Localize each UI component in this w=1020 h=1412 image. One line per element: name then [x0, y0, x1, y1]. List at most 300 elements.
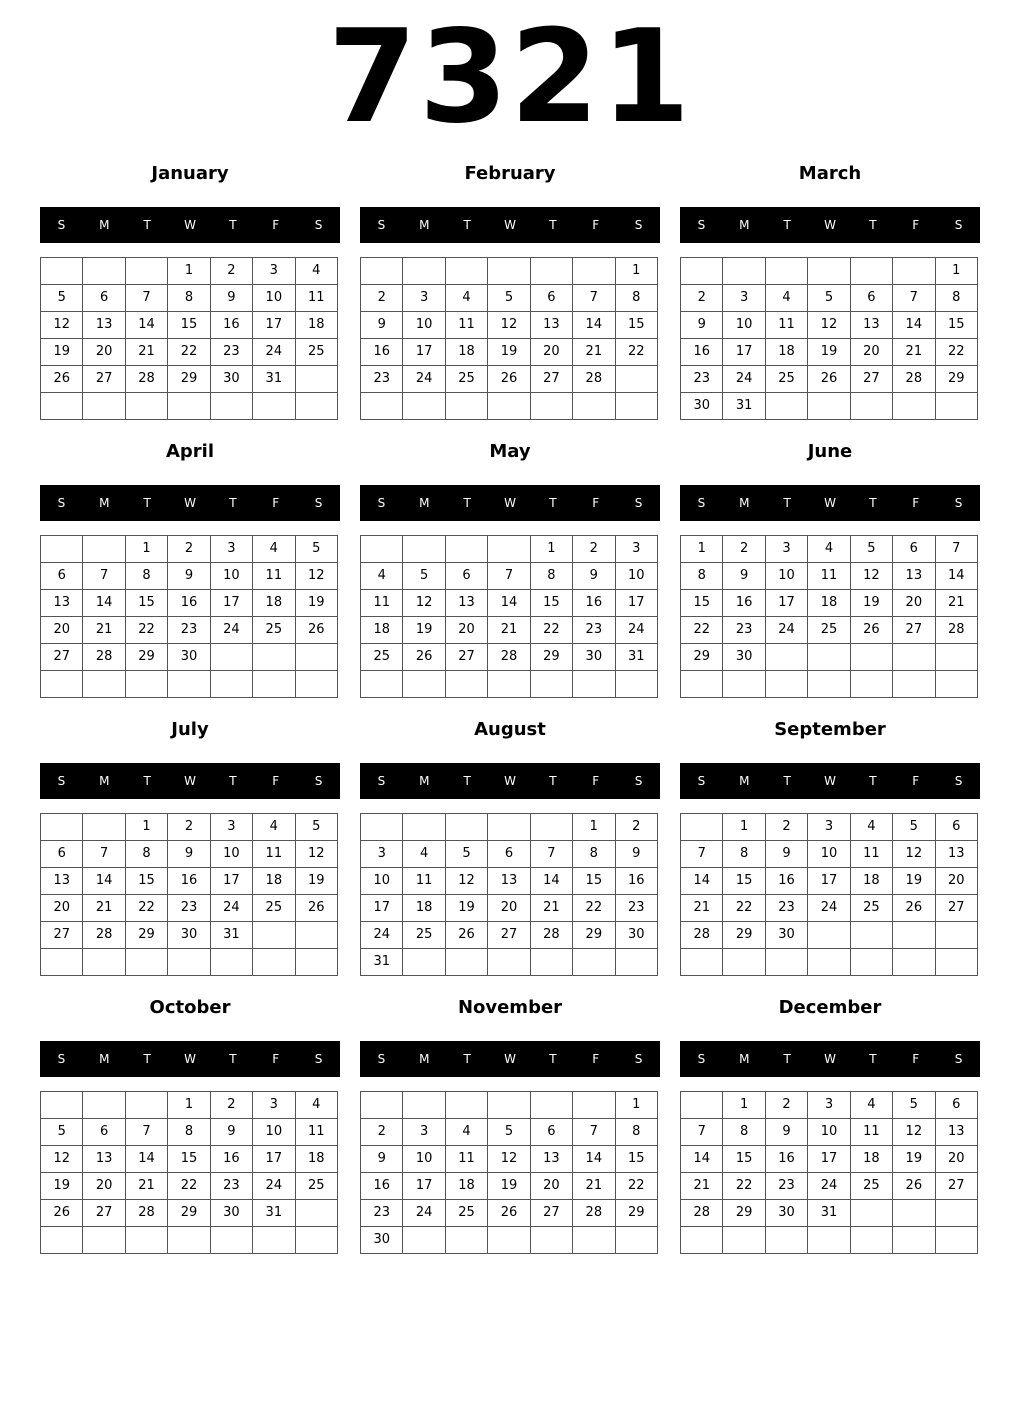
day-cell: 11	[295, 1119, 337, 1146]
week-row	[681, 949, 978, 976]
week-row	[681, 366, 978, 393]
weekday-label: S	[954, 1052, 963, 1066]
day-cell: 18	[850, 868, 892, 895]
day-cell: 14	[125, 1146, 167, 1173]
day-cell: 6	[893, 536, 935, 563]
day-cell	[210, 949, 252, 976]
day-cell: 14	[893, 312, 935, 339]
day-cell	[403, 949, 445, 976]
day-cell: 19	[445, 895, 487, 922]
day-cell	[850, 949, 892, 976]
day-cell: 15	[530, 590, 572, 617]
day-cell	[361, 671, 403, 698]
day-cell: 22	[723, 895, 765, 922]
weekday-label: T	[143, 218, 151, 232]
day-cell: 5	[488, 285, 530, 312]
day-cell: 1	[935, 258, 977, 285]
day-cell	[83, 949, 125, 976]
day-cell: 5	[403, 563, 445, 590]
day-cell: 30	[723, 644, 765, 671]
day-grid	[680, 1091, 978, 1254]
day-cell	[573, 393, 615, 420]
day-cell: 19	[488, 339, 530, 366]
day-cell	[765, 258, 807, 285]
week-row	[361, 258, 658, 285]
day-cell: 3	[361, 841, 403, 868]
day-cell: 8	[615, 1119, 657, 1146]
day-cell: 27	[530, 366, 572, 393]
week-row	[681, 868, 978, 895]
day-cell	[681, 1092, 723, 1119]
day-cell: 1	[723, 1092, 765, 1119]
day-cell: 24	[403, 1200, 445, 1227]
day-cell: 20	[41, 617, 83, 644]
week-row	[681, 536, 978, 563]
week-row	[361, 1092, 658, 1119]
day-cell: 29	[681, 644, 723, 671]
day-grid	[680, 535, 978, 698]
weekday-header	[680, 207, 980, 243]
day-cell: 4	[361, 563, 403, 590]
day-cell: 8	[168, 285, 210, 312]
day-cell: 24	[808, 1173, 850, 1200]
week-row	[361, 671, 658, 698]
day-cell: 3	[765, 536, 807, 563]
week-row	[681, 1146, 978, 1173]
day-cell: 20	[935, 868, 977, 895]
weekday-header	[360, 485, 660, 521]
day-cell	[445, 1092, 487, 1119]
day-cell: 10	[403, 1146, 445, 1173]
weekday-label: S	[954, 496, 963, 510]
day-cell	[361, 1092, 403, 1119]
weekday-label: T	[783, 496, 791, 510]
day-cell: 23	[168, 617, 210, 644]
week-row	[361, 868, 658, 895]
day-cell: 24	[253, 339, 295, 366]
day-cell	[83, 536, 125, 563]
day-cell: 27	[83, 1200, 125, 1227]
day-cell: 28	[488, 644, 530, 671]
week-row	[41, 1227, 338, 1254]
day-cell	[83, 258, 125, 285]
day-cell: 31	[361, 949, 403, 976]
day-cell: 3	[808, 1092, 850, 1119]
day-cell	[253, 393, 295, 420]
day-cell: 12	[41, 1146, 83, 1173]
day-cell: 1	[615, 258, 657, 285]
day-cell: 4	[403, 841, 445, 868]
week-row	[41, 814, 338, 841]
day-cell: 11	[445, 1146, 487, 1173]
weekday-label: T	[869, 774, 877, 788]
day-grid	[360, 257, 658, 420]
day-cell: 28	[83, 922, 125, 949]
day-cell	[83, 1227, 125, 1254]
day-cell: 28	[83, 644, 125, 671]
day-cell	[445, 671, 487, 698]
day-cell: 27	[445, 644, 487, 671]
day-cell: 18	[445, 1173, 487, 1200]
day-cell: 4	[765, 285, 807, 312]
day-cell	[445, 258, 487, 285]
day-cell	[83, 814, 125, 841]
day-cell: 1	[573, 814, 615, 841]
day-cell: 24	[403, 366, 445, 393]
day-cell	[530, 814, 572, 841]
day-cell: 14	[125, 312, 167, 339]
week-row	[361, 841, 658, 868]
day-cell: 25	[765, 366, 807, 393]
day-grid	[360, 1091, 658, 1254]
weekday-label: M	[739, 496, 750, 510]
weekday-header	[360, 763, 660, 799]
day-cell	[253, 671, 295, 698]
weekday-label: T	[463, 774, 471, 788]
day-cell	[850, 1227, 892, 1254]
day-cell: 28	[935, 617, 977, 644]
week-row	[361, 922, 658, 949]
day-cell: 5	[850, 536, 892, 563]
day-cell: 13	[445, 590, 487, 617]
day-cell: 23	[168, 895, 210, 922]
day-cell	[850, 258, 892, 285]
day-cell: 18	[295, 312, 337, 339]
weekday-label: S	[377, 496, 386, 510]
weekday-label: M	[739, 1052, 750, 1066]
day-cell: 9	[361, 1146, 403, 1173]
day-cell: 6	[530, 1119, 572, 1146]
day-cell: 17	[210, 590, 252, 617]
day-cell: 19	[893, 1146, 935, 1173]
day-cell: 3	[210, 814, 252, 841]
weekday-label: S	[954, 774, 963, 788]
day-cell	[83, 671, 125, 698]
weekday-label: W	[504, 774, 516, 788]
day-grid	[40, 1091, 338, 1254]
week-row	[681, 563, 978, 590]
weekday-label: S	[314, 496, 323, 510]
day-cell: 29	[615, 1200, 657, 1227]
day-cell: 17	[808, 1146, 850, 1173]
day-cell	[295, 1200, 337, 1227]
day-cell: 16	[361, 339, 403, 366]
day-cell: 16	[765, 1146, 807, 1173]
day-cell: 5	[893, 1092, 935, 1119]
day-cell: 13	[935, 841, 977, 868]
day-cell: 2	[210, 258, 252, 285]
weekday-label: M	[419, 496, 430, 510]
weekday-label: M	[419, 774, 430, 788]
weekday-header	[40, 485, 340, 521]
week-row	[681, 339, 978, 366]
day-cell: 5	[893, 814, 935, 841]
year-title: 7321	[327, 3, 693, 152]
weekday-label: S	[634, 774, 643, 788]
day-cell: 16	[210, 1146, 252, 1173]
day-cell: 24	[765, 617, 807, 644]
weekday-label: W	[504, 218, 516, 232]
day-cell: 10	[253, 285, 295, 312]
day-grid	[40, 257, 338, 420]
day-grid	[680, 813, 978, 976]
week-row	[41, 1200, 338, 1227]
day-cell: 26	[808, 366, 850, 393]
day-cell: 5	[445, 841, 487, 868]
day-cell: 22	[530, 617, 572, 644]
week-row	[361, 814, 658, 841]
day-cell	[935, 1227, 977, 1254]
day-cell: 19	[893, 868, 935, 895]
day-cell: 7	[125, 1119, 167, 1146]
day-cell: 5	[808, 285, 850, 312]
day-cell: 18	[361, 617, 403, 644]
day-cell	[210, 671, 252, 698]
weekday-label: T	[549, 1052, 557, 1066]
day-cell	[723, 1227, 765, 1254]
day-cell	[681, 671, 723, 698]
week-row	[361, 895, 658, 922]
day-cell: 22	[723, 1173, 765, 1200]
day-cell: 7	[681, 841, 723, 868]
day-cell: 25	[253, 895, 295, 922]
day-cell: 5	[41, 1119, 83, 1146]
week-row	[41, 563, 338, 590]
day-cell: 13	[893, 563, 935, 590]
week-row	[361, 617, 658, 644]
day-cell: 24	[210, 617, 252, 644]
weekday-label: S	[697, 774, 706, 788]
weekday-label: M	[739, 218, 750, 232]
weekday-label: T	[229, 774, 237, 788]
day-cell: 20	[530, 1173, 572, 1200]
day-cell: 19	[403, 617, 445, 644]
day-cell	[41, 258, 83, 285]
day-cell: 31	[723, 393, 765, 420]
day-cell: 16	[168, 590, 210, 617]
month-title: February	[464, 163, 556, 184]
day-cell: 28	[681, 922, 723, 949]
weekday-label: M	[419, 218, 430, 232]
day-cell: 5	[41, 285, 83, 312]
weekday-label: S	[634, 218, 643, 232]
day-cell: 17	[765, 590, 807, 617]
weekday-label: S	[697, 218, 706, 232]
weekday-header	[40, 763, 340, 799]
week-row	[41, 841, 338, 868]
weekday-label: W	[184, 1052, 196, 1066]
day-cell: 25	[850, 895, 892, 922]
day-cell: 22	[168, 1173, 210, 1200]
day-cell: 23	[723, 617, 765, 644]
weekday-label: T	[783, 774, 791, 788]
day-cell: 25	[295, 339, 337, 366]
day-cell: 25	[361, 644, 403, 671]
day-cell: 20	[935, 1146, 977, 1173]
day-cell: 9	[681, 312, 723, 339]
day-cell	[295, 671, 337, 698]
day-cell: 30	[765, 1200, 807, 1227]
day-cell	[41, 1092, 83, 1119]
day-cell	[615, 949, 657, 976]
week-row	[681, 644, 978, 671]
weekday-label: S	[377, 774, 386, 788]
weekday-label: F	[592, 218, 600, 232]
day-cell	[403, 671, 445, 698]
week-row	[361, 536, 658, 563]
day-cell: 25	[295, 1173, 337, 1200]
day-cell: 16	[765, 868, 807, 895]
day-cell: 5	[295, 814, 337, 841]
day-cell	[893, 1200, 935, 1227]
day-cell: 22	[615, 339, 657, 366]
weekday-label: S	[314, 218, 323, 232]
week-row	[361, 563, 658, 590]
week-row	[681, 1227, 978, 1254]
day-cell: 25	[808, 617, 850, 644]
weekday-label: T	[549, 774, 557, 788]
week-row	[41, 366, 338, 393]
day-cell: 5	[488, 1119, 530, 1146]
day-cell: 12	[893, 841, 935, 868]
day-cell: 13	[530, 312, 572, 339]
day-cell: 10	[210, 841, 252, 868]
day-cell	[41, 536, 83, 563]
day-cell: 15	[615, 312, 657, 339]
day-cell	[893, 1227, 935, 1254]
day-cell	[445, 814, 487, 841]
day-cell: 6	[935, 814, 977, 841]
day-cell	[850, 644, 892, 671]
day-cell: 22	[573, 895, 615, 922]
day-cell: 9	[210, 1119, 252, 1146]
day-cell	[403, 1227, 445, 1254]
day-cell	[935, 949, 977, 976]
week-row	[681, 841, 978, 868]
day-cell: 27	[488, 922, 530, 949]
week-row	[41, 1146, 338, 1173]
day-cell: 12	[295, 841, 337, 868]
day-cell: 2	[573, 536, 615, 563]
day-cell: 21	[935, 590, 977, 617]
day-cell: 26	[403, 644, 445, 671]
day-cell: 25	[253, 617, 295, 644]
day-cell: 16	[681, 339, 723, 366]
day-cell: 15	[681, 590, 723, 617]
month-title: March	[798, 163, 862, 184]
day-cell: 20	[83, 339, 125, 366]
day-cell	[850, 393, 892, 420]
day-cell: 19	[295, 868, 337, 895]
day-cell: 28	[681, 1200, 723, 1227]
day-cell: 2	[723, 536, 765, 563]
week-row	[361, 312, 658, 339]
day-cell: 7	[573, 285, 615, 312]
day-cell: 18	[765, 339, 807, 366]
day-cell: 1	[615, 1092, 657, 1119]
day-cell	[893, 671, 935, 698]
day-cell: 9	[168, 563, 210, 590]
day-cell: 17	[403, 1173, 445, 1200]
week-row	[361, 1146, 658, 1173]
day-cell	[488, 258, 530, 285]
day-cell	[808, 671, 850, 698]
day-cell: 25	[403, 922, 445, 949]
day-cell	[445, 536, 487, 563]
day-cell: 16	[615, 868, 657, 895]
day-cell	[210, 393, 252, 420]
day-cell	[361, 814, 403, 841]
day-cell: 21	[530, 895, 572, 922]
day-cell	[808, 393, 850, 420]
day-cell	[488, 814, 530, 841]
weekday-label: F	[912, 218, 920, 232]
weekday-label: M	[419, 1052, 430, 1066]
day-cell: 12	[893, 1119, 935, 1146]
day-cell: 23	[210, 339, 252, 366]
day-cell: 22	[681, 617, 723, 644]
weekday-label: M	[99, 1052, 110, 1066]
day-cell: 15	[168, 1146, 210, 1173]
weekday-label: F	[592, 496, 600, 510]
day-cell	[530, 1227, 572, 1254]
day-cell: 9	[361, 312, 403, 339]
day-cell: 7	[125, 285, 167, 312]
day-cell: 9	[210, 285, 252, 312]
week-row	[41, 1119, 338, 1146]
day-cell	[445, 949, 487, 976]
week-row	[361, 366, 658, 393]
week-row	[41, 590, 338, 617]
day-cell: 17	[615, 590, 657, 617]
day-grid	[40, 535, 338, 698]
day-cell: 12	[488, 1146, 530, 1173]
day-cell	[893, 393, 935, 420]
day-cell: 28	[530, 922, 572, 949]
week-row	[41, 1173, 338, 1200]
day-cell: 15	[125, 590, 167, 617]
day-cell: 24	[361, 922, 403, 949]
day-cell	[253, 949, 295, 976]
week-row	[361, 1227, 658, 1254]
day-cell	[893, 922, 935, 949]
day-cell	[765, 1227, 807, 1254]
day-cell	[681, 1227, 723, 1254]
day-cell: 18	[253, 868, 295, 895]
weekday-label: S	[57, 496, 66, 510]
day-cell: 18	[295, 1146, 337, 1173]
day-cell: 23	[573, 617, 615, 644]
day-cell: 16	[210, 312, 252, 339]
day-cell: 4	[253, 536, 295, 563]
day-cell	[488, 1092, 530, 1119]
weekday-label: F	[592, 774, 600, 788]
day-cell: 24	[808, 895, 850, 922]
day-cell	[530, 949, 572, 976]
day-cell	[125, 1092, 167, 1119]
day-cell	[615, 1227, 657, 1254]
day-cell: 11	[253, 841, 295, 868]
weekday-label: F	[912, 1052, 920, 1066]
week-row	[681, 312, 978, 339]
weekday-label: T	[783, 1052, 791, 1066]
day-cell: 21	[488, 617, 530, 644]
day-cell	[893, 644, 935, 671]
day-cell	[681, 258, 723, 285]
weekday-label: S	[697, 1052, 706, 1066]
weekday-label: W	[184, 774, 196, 788]
day-cell: 6	[488, 841, 530, 868]
